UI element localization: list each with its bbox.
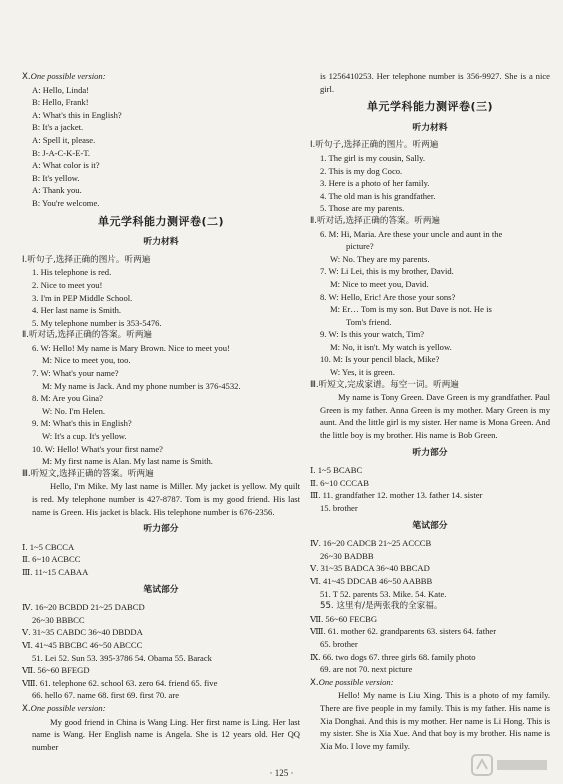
passage: My good friend in China is Wang Ling. Her first name is Ling. Her last name is Wang. Her English name is Angela. She is 12 years old. Her QQ number <box>32 716 300 752</box>
answer-line: Ⅳ. 16~20 BCBDD 21~25 DABCD <box>22 602 145 613</box>
section-3-header: Ⅲ.听短文,选择正确的答案。听两遍 <box>22 468 154 479</box>
right-column <box>310 70 550 752</box>
x-header: Ⅹ.One possible version: <box>310 676 394 688</box>
dialogue-line: Tom's friend. <box>346 316 392 327</box>
listening-part-heading: 听力部分 <box>143 524 179 535</box>
dialogue-line: 6. M: Hi, Maria. Are these your uncle and aunt in the <box>320 228 503 239</box>
answer-line: Ⅱ. 6~10 CCCAB <box>310 477 369 488</box>
answer-line: 65. brother <box>320 638 358 649</box>
dialogue-line: A: Hello, Linda! <box>32 84 90 95</box>
section-2-header: Ⅱ.听对话,选择正确的答案。听两遍 <box>22 330 153 341</box>
dialogue-line: 8. W: Hello, Eric! Are those your sons? <box>320 291 456 302</box>
answer-line: Ⅲ. 11~15 CABAA <box>22 566 89 577</box>
sentence-line: 1. The girl is my cousin, Sally. <box>320 152 426 163</box>
answer-line: 51. Lei 52. Sun 53. 395-3786 54. Obama 55. Barack <box>32 652 212 663</box>
answer-line: 51. T 52. parents 53. Mike. 54. Kate. <box>320 588 447 599</box>
answer-line: Ⅷ. 61. mother 62. grandparents 63. sisters 64. father <box>310 626 497 637</box>
dialogue-line: 9. W: Is this your watch, Tim? <box>320 329 425 340</box>
dialogue-line: 10. M: Is your pencil black, Mike? <box>320 354 440 365</box>
dialogue-line: 9. M: What's this in English? <box>32 418 132 429</box>
dialogue-line: 6. W: Hello! My name is Mary Brown. Nice to meet you! <box>32 342 230 353</box>
test3-title: 单元学科能力测评卷(三) <box>366 100 494 114</box>
sentence-line: 3. I'm in PEP Middle School. <box>32 292 133 303</box>
answer-line: Ⅷ. 61. telephone 62. school 63. zero 64. friend 65. five <box>22 677 218 688</box>
written-part-heading: 笔试部分 <box>412 520 448 531</box>
sentence-line: 1. His telephone is red. <box>32 267 112 278</box>
answer-line: 26~30 BADBB <box>320 550 374 561</box>
watermark-logo <box>471 752 551 778</box>
dialogue-line: M: No, it isn't. My watch is yellow. <box>330 341 452 352</box>
answer-line: Ⅰ. 1~5 CBCCA <box>22 541 75 552</box>
answer-line: 15. brother <box>320 503 358 513</box>
written-part-heading: 笔试部分 <box>143 584 179 595</box>
answer-line: Ⅵ. 41~45 DDCAB 46~50 AABBB <box>310 575 433 586</box>
sentence-line: 3. Here is a photo of her family. <box>320 178 430 189</box>
dialogue-line: B: You're welcome. <box>32 197 100 208</box>
passage: My name is Tony Green. Dave Green is my grandfather. Paul Green is my father. Anna Green is my mother. Mary Green is my aunt. And the little girl is my sister. Her name is Mona Green. And the little boy is my brother. His name is Bob Green. <box>320 392 550 441</box>
answer-line: Ⅶ. 56~60 FECBG <box>310 613 378 624</box>
sentence-line: 4. The old man is his grandfather. <box>320 190 436 201</box>
dialogue-line: 7. W: Li Lei, this is my brother, David. <box>320 266 454 277</box>
answer-line: Ⅶ. 56~60 BFEGD <box>22 665 90 676</box>
section-3-header: Ⅲ.听短文,完成家谱。每空一词。听两遍 <box>310 379 459 390</box>
listening-material-heading: 听力材料 <box>412 122 448 133</box>
answer-line: Ⅲ. 11. grandfather 12. mother 13. father 14. sister <box>310 490 483 501</box>
dialogue-line: B: It's yellow. <box>32 172 80 183</box>
dialogue-line: W: Yes, it is green. <box>330 367 395 378</box>
sentence-line: 4. Her last name is Smith. <box>32 305 122 316</box>
listening-part-heading: 听力部分 <box>412 447 448 458</box>
dialogue-line: W: No. I'm Helen. <box>42 405 106 416</box>
listening-material-heading: 听力材料 <box>143 237 179 248</box>
test2-title: 单元学科能力测评卷(二) <box>97 214 225 228</box>
x-header: Ⅹ.One possible version: <box>22 71 106 82</box>
answer-line: 26~30 BBBCC <box>32 614 85 625</box>
answer-line: 66. hello 67. name 68. first 69. first 70. are <box>32 690 180 701</box>
dialogue-line: 10. W: Hello! What's your first name? <box>32 443 163 454</box>
dialogue-line: picture? <box>346 241 374 252</box>
dialogue-line: M: My first name is Alan. My last name is Smith. <box>42 456 213 467</box>
x2-header: Ⅹ.One possible version: <box>22 702 106 714</box>
dialogue-line: W: No. They are my parents. <box>330 253 430 264</box>
page-number: · 125 · <box>269 768 294 778</box>
answer-line: 55. 这里有/是两张我的全家福。 <box>320 601 443 612</box>
dialogue-line: B: Hello, Frank! <box>32 97 89 108</box>
section-2-header: Ⅱ.听对话,选择正确的答案。听两遍 <box>310 215 441 226</box>
dialogue-line: B: It's a jacket. <box>32 122 84 133</box>
dialogue-line: M: Nice to meet you, too. <box>42 355 131 366</box>
answer-line: Ⅴ. 31~35 CABDC 36~40 DBDDA <box>22 627 143 638</box>
section-1-header: Ⅰ.听句子,选择正确的图片。听两遍 <box>310 140 439 151</box>
dialogue-line: A: What's this in English? <box>32 109 122 120</box>
answer-line: Ⅵ. 41~45 BBCBC 46~50 ABCCC <box>22 639 143 650</box>
dialogue-line: M: My name is Jack. And my phone number is 376-4532. <box>42 380 241 391</box>
answer-line: Ⅴ. 31~35 BADCA 36~40 BBCAD <box>310 563 430 574</box>
sentence-line: 2. This is my dog Coco. <box>320 165 403 176</box>
dialogue-line: 7. W: What's your name? <box>32 368 119 379</box>
passage: Hello, I'm Mike. My last name is Miller. My jacket is yellow. My quilt is red. My telephone number is 427-8787. Tom is my good friend. His last name is Green. His jacket is black. His telephone number is 676-2356. <box>32 481 300 517</box>
dialogue-line: W: It's a cup. It's yellow. <box>42 431 127 442</box>
dialogue-line: A: Thank you. <box>32 185 82 196</box>
sentence-line: 5. My telephone number is 353-5476. <box>32 317 162 328</box>
answer-line: 69. are not 70. next picture <box>320 664 413 675</box>
answer-line: Ⅰ. 1~5 BCABC <box>310 465 363 476</box>
dialogue-line: A: Spell it, please. <box>32 134 96 145</box>
passage-continued: is 1256410253. Her telephone number is 356-9927. She is a nice girl. <box>320 71 550 94</box>
sentence-line: 5. Those are my parents. <box>320 203 405 214</box>
dialogue-line: M: Nice to meet you, David. <box>330 278 429 289</box>
answer-line: Ⅱ. 6~10 ACBCC <box>22 554 81 565</box>
passage: Hello! My name is Liu Xing. This is a photo of my family. There are five people in my family. This is my father. His name is Xia Donghai. And this is my mother. Her name is Li Hong. This is my sister. She is Xia Xue. And that boy is my brother. His name is Xia Mo. I love my family. <box>320 690 550 751</box>
dialogue-line: M: Er… Tom is my son. But Dave is not. He is <box>330 304 492 315</box>
left-column <box>22 70 300 753</box>
dialogue-line: A: What color is it? <box>32 160 100 171</box>
sentence-line: 2. Nice to meet you! <box>32 279 103 290</box>
x-dialogue <box>22 84 300 210</box>
dialogue-line: 8. M: Are you Gina? <box>32 393 103 404</box>
section-1-header: Ⅰ.听句子,选择正确的图片。听两遍 <box>22 254 151 265</box>
dialogue-line: B: J-A-C-K-E-T. <box>32 147 91 158</box>
answer-line: Ⅳ. 16~20 CADCB 21~25 ACCCB <box>310 538 432 549</box>
answer-line: Ⅸ. 66. two dogs 67. three girls 68. family photo <box>310 651 476 662</box>
